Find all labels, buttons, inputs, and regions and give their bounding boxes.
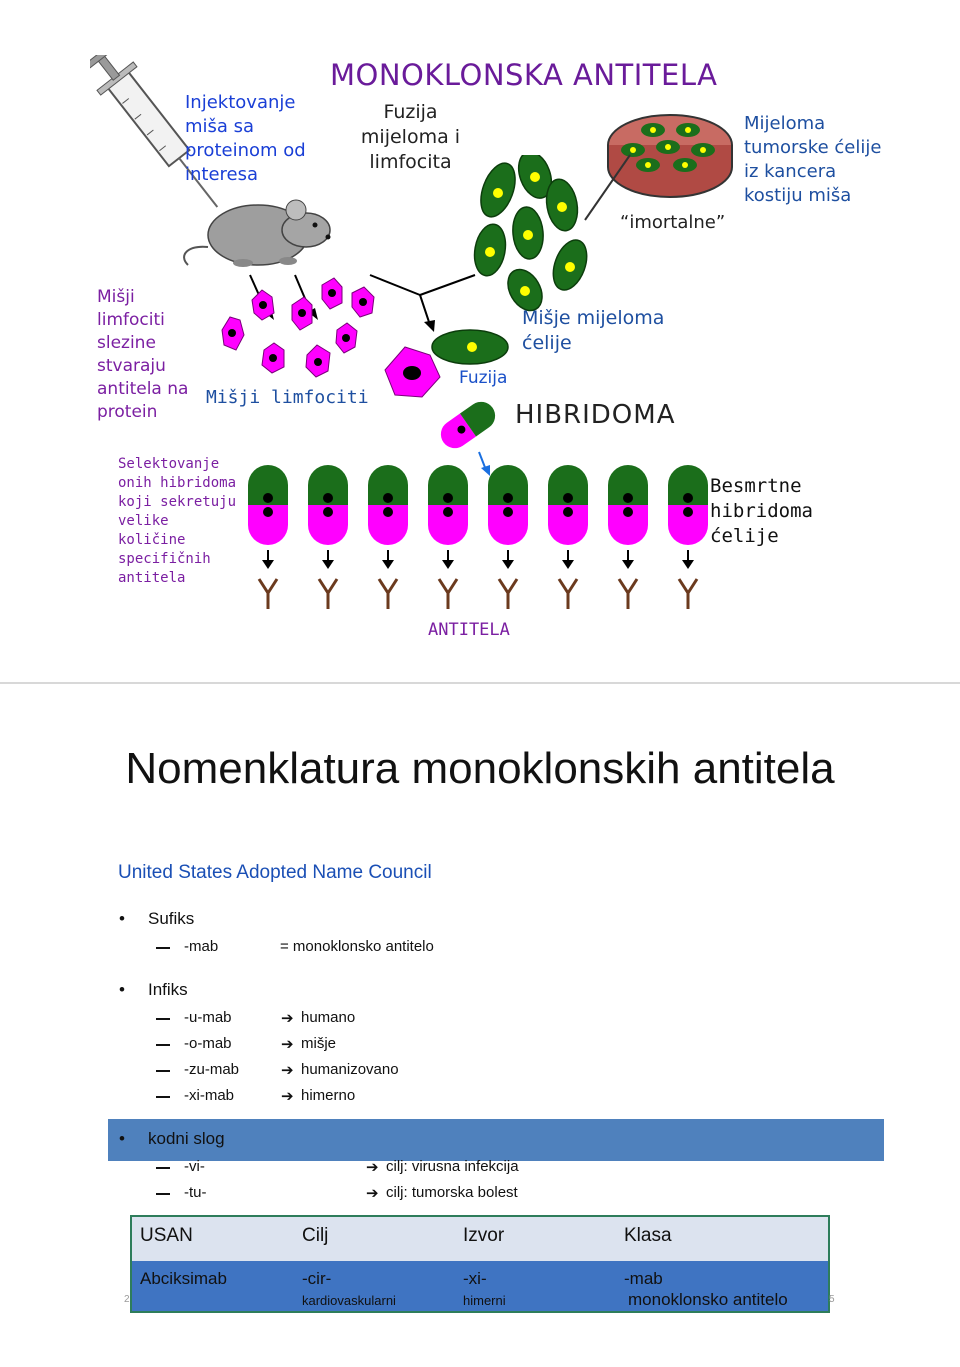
hybridoma-cell [308,465,348,609]
header-cilj: Cilj [302,1225,329,1246]
infix-code: -zu-mab [184,1061,240,1078]
label-immortal-hybridoma: Besmrtne hibridoma ćelije [710,475,813,547]
dash-marker [156,1044,170,1046]
target-code: -vi- [184,1158,205,1175]
page-number-right: 5 [829,1294,835,1305]
arrow-icon: ➔ [366,1159,379,1176]
label-selection: Selektovanje onih hibridoma koji sekretuju velike količine specifičnih antitela [118,456,237,586]
infix-code: -u-mab [184,1009,232,1026]
cell-cilj-sub: kardiovaskularni [302,1293,396,1308]
dash-marker [156,1018,170,1020]
arrow-icon: ➔ [281,1010,294,1027]
usan-example-table [130,1215,830,1313]
page-number-left: 2 [124,1294,130,1305]
cell-cilj: -cir- [302,1269,332,1288]
cell-klasa: -mab [624,1269,663,1288]
hybridoma-cell [428,465,468,609]
mouse-illustration [178,185,338,280]
label-fusion: Fuzija [459,368,508,388]
arrow-icon: ➔ [281,1088,294,1105]
dash-marker [156,1167,170,1169]
label-hybridoma: HIBRIDOMA [515,400,676,430]
slide-monoclonal-antibodies [0,0,960,683]
label-immortal: “imortalne” [620,212,726,233]
bullet-dot: • [119,909,125,928]
arrow-icon: ➔ [281,1062,294,1079]
subtitle-usan-council: United States Adopted Name Council [118,862,432,883]
cell-izvor-sub: himerni [463,1293,506,1308]
slide-title: MONOKLONSKA ANTITELA [330,58,718,92]
hybridoma-cell [248,465,288,609]
label-fusion-myeloma-lymphocytes: Fuzija mijeloma i limfocita [360,101,461,173]
target-code: -tu- [184,1184,207,1201]
table-header [132,1217,828,1261]
infix-code: -o-mab [184,1035,232,1052]
label-spleen-lymphocytes: Mišji limfociti slezine stvaraju antitela na protein [97,287,189,422]
dash-marker [156,1193,170,1195]
hybridoma-cell [368,465,408,609]
infix-meaning: mišje [301,1035,337,1052]
target-meaning: cilj: tumorska bolest [386,1184,518,1201]
target-meaning: cilj: virusna infekcija [386,1158,519,1175]
label-mouse-lymphocytes: Mišji limfociti [206,387,369,408]
infix-meaning: himerno [301,1087,356,1104]
hybridoma-cell [488,465,528,609]
pointer-line [580,150,640,230]
fusion-cells [380,325,520,455]
dash-marker [156,947,170,949]
dash-marker [156,1070,170,1072]
slide-title-nomenclature: Nomenklatura monoklonskih antitela [125,744,835,793]
cell-izvor: -xi- [463,1269,487,1288]
label-antibodies: ANTITELA [428,620,510,640]
infix-heading: Infiks [148,980,188,999]
infix-meaning: humano [301,1009,356,1026]
suffix-code: -mab [184,938,219,955]
hybridoma-cell [548,465,588,609]
arrow-icon: ➔ [281,1036,294,1053]
slide-divider [0,682,960,684]
label-mouse-myeloma-cells: Mišje mijeloma ćelije [522,307,665,354]
hybridoma-cell [608,465,648,609]
hybridoma-row [240,465,710,615]
infix-code: -xi-mab [184,1087,235,1104]
target-heading: kodni slog [148,1129,225,1148]
suffix-meaning: = monoklonsko antitelo [280,938,434,955]
header-usan: USAN [140,1225,193,1246]
header-izvor: Izvor [463,1225,505,1246]
dash-marker [156,1096,170,1098]
cell-klasa-sub: monoklonsko antitelo [628,1290,788,1309]
suffix-heading: Sufiks [148,909,195,928]
label-injection: Injektovanje miša sa proteinom od interesa [185,92,306,185]
header-klasa: Klasa [624,1225,672,1246]
cell-usan: Abciksimab [140,1269,227,1288]
bullet-dot: • [119,1129,125,1148]
arrow-icon: ➔ [366,1185,379,1202]
bullet-dot: • [119,980,125,999]
label-myeloma-tumor-cells: Mijeloma tumorske ćelije iz kancera kostiju miša [744,113,882,206]
table-row [132,1261,828,1311]
hybridoma-cell [668,465,708,609]
infix-meaning: humanizovano [301,1061,399,1078]
